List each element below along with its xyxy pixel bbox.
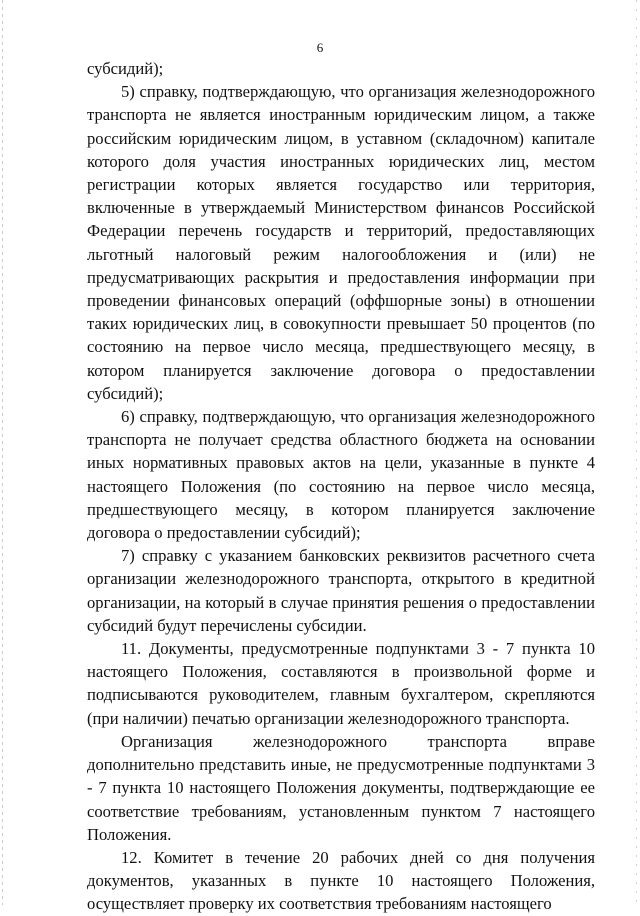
paragraph-clause-11: 11. Документы, предусмотренные подпунктами 3 - 7 пункта 10 настоящего Положения, составляются в произвольной форме и подписываются руководителем, главным бухгалтером, скрепляются (при наличии) печатью организации железнодорожного транспорта. bbox=[87, 639, 595, 728]
scan-edge-left bbox=[2, 0, 3, 905]
paragraph-item-5: 5) справку, подтверждающую, что организация железнодорожного транспорта не является иностранным юридическим лицом, а также российским юридическим лицом, в уставном (складочном) капитале которого доля участия иностранных юридических лиц, местом регистрации которых является государство или территория, включенные в утверждаемый Министерством финансов Российской Федерации перечень государств и территорий, предоставляющих льготный налоговый режим налогообложения и (или) не предусматривающих раскрытия и предоставления информации при проведении финансовых операций (оффшорные зоны) в отношении таких юридических лиц, в совокупности превышает 50 процентов (по состоянию на первое число месяца, предшествующего месяцу, в котором планируется заключение договора о предоставлении субсидий); bbox=[87, 82, 595, 403]
scan-edge-right bbox=[636, 0, 637, 905]
document-body bbox=[87, 57, 595, 916]
paragraph-item-6: 6) справку, подтверждающую, что организация железнодорожного транспорта не получает средства областного бюджета на основании иных нормативных правовых актов на цели, указанные в пункте 4 настоящего Положения (по состоянию на первое число месяца, предшествующего месяцу, в котором планируется заключение договора о предоставлении субсидий); bbox=[87, 407, 595, 543]
paragraph-item-7: 7) справку с указанием банковских реквизитов расчетного счета организации железнодорожного транспорта, открытого в кредитной организации, на который в случае принятия решения о предоставлении субсидий будут перечислены субсидии. bbox=[87, 546, 595, 635]
paragraph-clause-12: 12. Комитет в течение 20 рабочих дней со дня получения документов, указанных в пункте 10 настоящего Положения, осуществляет проверку их соответствия требованиям настоящего bbox=[87, 847, 595, 914]
page-number: 6 bbox=[316, 40, 324, 55]
paragraph-additional-documents: Организация железнодорожного транспорта вправе дополнительно представить иные, не предусмотренные подпунктами 3 - 7 пункта 10 настоящего Положения документы, подтверждающие ее соответствие требованиям, установленным пунктом 7 настоящего Положения. bbox=[87, 731, 595, 844]
paragraph-continuation: субсидий); bbox=[87, 59, 164, 78]
